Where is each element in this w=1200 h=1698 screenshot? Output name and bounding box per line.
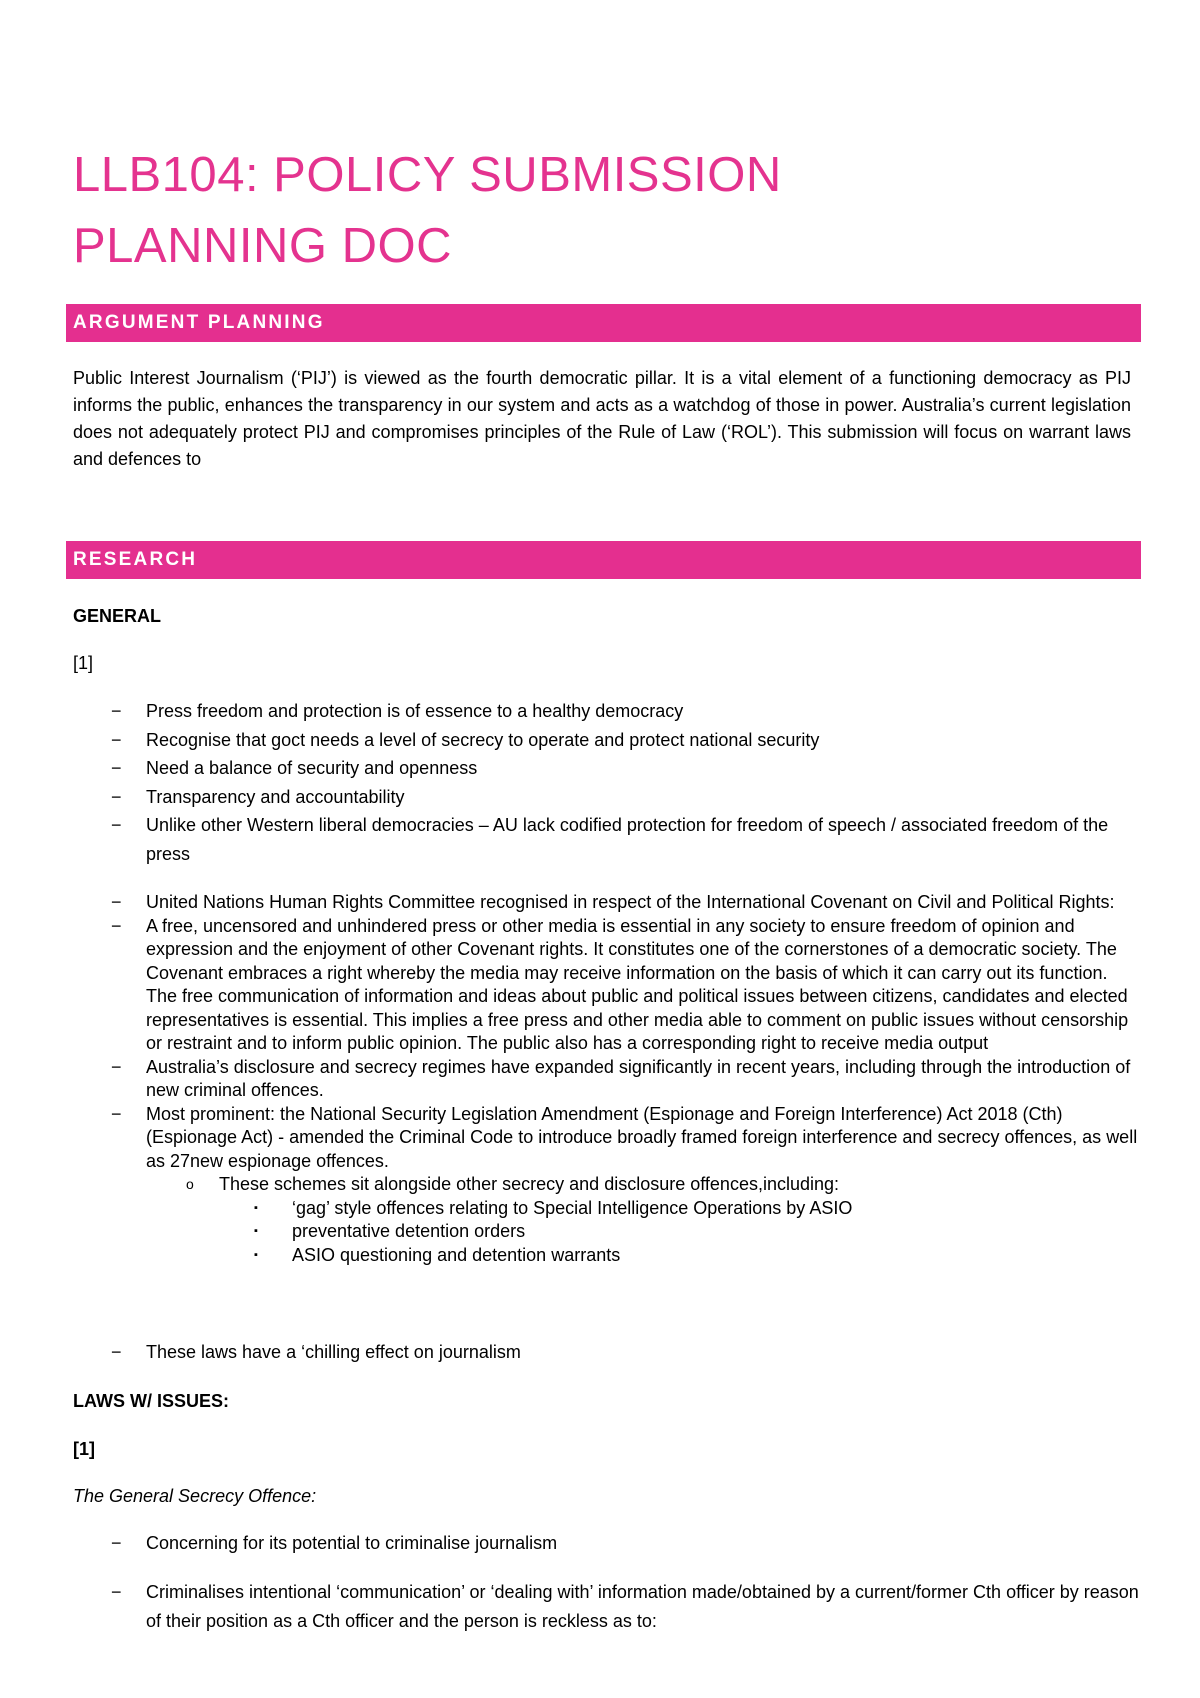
list-item: − Australia’s disclosure and secrecy regimes have expanded significantly in recent years, including through the introduction of new criminal offences. [111,1056,1131,1100]
square-bullet-icon: ▪ [254,1248,258,1261]
dash-marker: − [111,701,122,721]
chilling-effect-list [73,1341,1143,1365]
argument-paragraph: Public Interest Journalism (‘PIJ’) is viewed as the fourth democratic pillar. It is a vital element of a functioning democracy as PIJ informs the public, enhances the transparency in our system and acts as a watchdog of those in power. Australia’s current legislation does not adequately protect PIJ and compromises principles of the Rule of Law (‘ROL’). This submission will focus on warrant laws and defences to [73,368,1131,469]
laws-with-issues-label: LAWS W/ ISSUES: [73,1391,230,1411]
list-item: − Unlike other Western liberal democracies – AU lack codified protection for freedom of speech / associated freedom of the press [73,811,1143,868]
dash-marker: − [111,1582,122,1602]
offence-bullet-list [73,1529,1143,1558]
general-label: GENERAL [73,606,162,626]
list-item: − A free, uncensored and unhindered press or other media is essential in any society to ensure freedom of opinion and expression and the enjoyment of other Covenant rights. It constitutes one of the cornerstones of a democratic society. The Covenant embraces a right whereby the media may receive information on the basis of which it can carry out its function. The free communication of information and ideas about public and political issues between citizens, candidates and elected representatives is essential. This implies a free press and other media able to comment on public issues without censorship or restraint and to inform public opinion. The public also has a corresponding right to receive media output [111,915,1129,1053]
list-item: − These laws have a ‘chilling effect on journalism [73,1341,1143,1365]
dash-marker: − [111,786,122,807]
research-heading: RESEARCH [66,541,1141,579]
reference-marker: [1] [73,653,94,673]
list-item: − United Nations Human Rights Committee recognised in respect of the International Covenant on Civil and Political Rights: [73,891,1143,915]
sub-sub-list-item: ▪ preventative detention orders [73,1220,1143,1244]
title-line-2: PLANNING DOC [73,219,453,273]
list-item: − Concerning for its potential to criminalise journalism [73,1529,1143,1558]
list-item: − Press freedom and protection is of essence to a healthy democracy [73,697,1143,726]
sub-list-item: o These schemes sit alongside other secrecy and disclosure offences,including: [73,1173,1143,1197]
square-bullet-icon: ▪ [254,1225,258,1237]
circle-marker: o [186,1176,194,1192]
dash-marker: − [111,892,122,912]
list-item: − Need a balance of security and openness [73,754,1143,783]
general-secrecy-offence-title: The General Secrecy Offence: [73,1486,317,1506]
square-bullet-icon: ▪ [254,1201,258,1214]
page-title [73,140,782,282]
offence-bullet-list-2 [73,1578,1143,1635]
dash-marker: − [111,815,122,835]
dash-marker: − [111,758,122,778]
dash-marker: − [111,1342,122,1362]
argument-planning-heading: ARGUMENT PLANNING [66,304,1141,342]
list-item: − Criminalises intentional ‘communication’ or ‘dealing with’ information made/obtained by a current/former Cth officer by reason of their position as a Cth officer and the person is reckless as to: [73,1578,1143,1635]
sub-sub-list-item: ▪ ASIO questioning and detention warrants [73,1244,1143,1268]
sub-sub-list-item: ▪ ‘gag’ style offences relating to Special Intelligence Operations by ASIO [73,1197,1143,1221]
list-item: − Most prominent: the National Security Legislation Amendment (Espionage and Foreign Interference) Act 2018 (Cth) (Espionage Act) - amended the Criminal Code to introduce broadly framed foreign interference and secrecy offences, as well as 27new espionage offences. [111,1103,1138,1171]
dash-marker: − [111,1533,122,1553]
laws-reference-marker: [1] [73,1439,95,1459]
list-item: − Transparency and accountability [73,783,1143,812]
dash-marker: − [111,1103,122,1124]
covenant-bullet-list [73,891,1143,1267]
dash-marker: − [111,915,122,936]
dash-marker: − [111,1056,122,1077]
dash-marker: − [111,729,122,750]
title-line-1: LLB104: POLICY SUBMISSION [73,148,782,202]
list-item: − Recognise that goct needs a level of secrecy to operate and protect national security [73,726,1143,755]
general-bullet-list [73,697,1143,868]
